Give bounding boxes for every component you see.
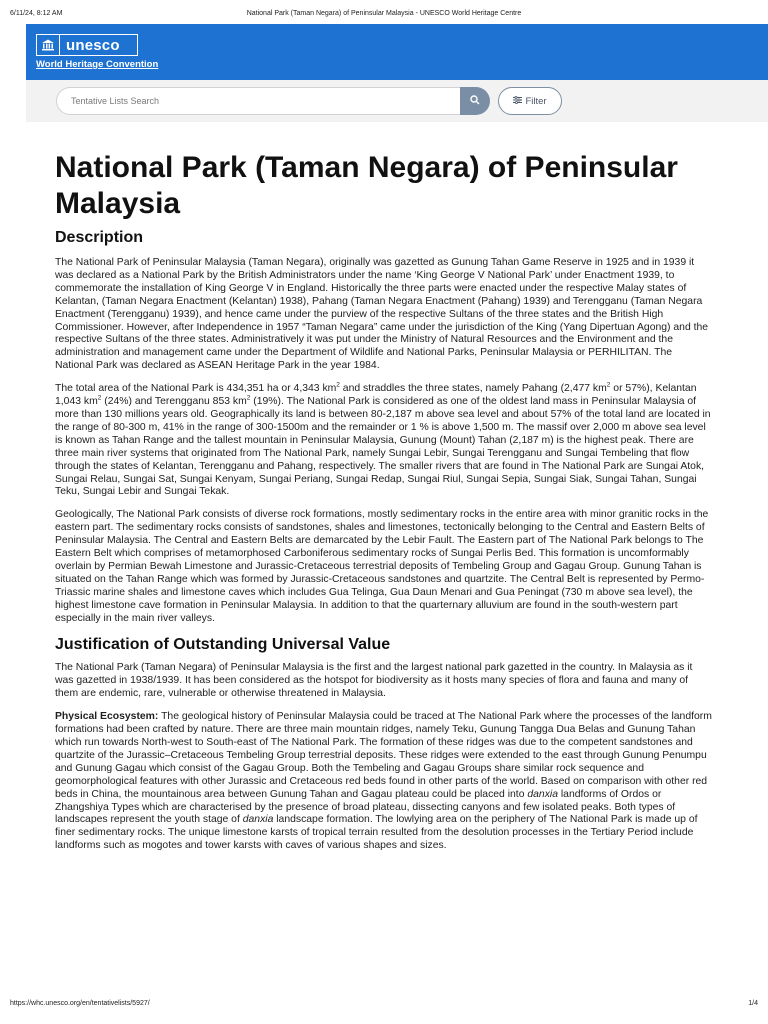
description-paragraph-2: The total area of the National Park is 434,351 ha or 4,343 $km^2$ and straddles the three states, namely Pahang (2,477 $km^2$ or 57%), Kelantan 1,043 $km^2$ (24%) and Terengganu 853 $km^2$ (19%). The National Park is considered as one of the oldest land mass in Peninsular Malaysia of more than 130 millions years old. Geographically its land is between 80-2,187 m above sea level and about 57% of the total land are located in the range of 80-300 m, 41% in the range of 300-1500m and the remainder or 1 % is above 1,500 m. The massif over 2,000 m above sea level is known as Tahan Range and the tallest mountain in Peninsular Malaysia, Gunung (Mount) Tahan (2,187 m) is the highest peak. There are three main river systems that originated from The National Park, namely Sungai Lebir, Sungai Terengganu and Sungai Tembeling that flow through the states of Kelantan, Terengganu and Pahang, respectively. The smaller rivers that are found in The National Park are Sungai Atok, Sungai Relau, Sungai Sat, Sungai Kenyam, Sungai Periang, Sungai Redap, Sungai Riul, Sungai Sepia, Sungai Siak, Sungai Tahan, Sungai Teku, Sungai Lebir and Sungai Tekak. — [55, 381, 711, 498]
unesco-banner — [26, 24, 768, 80]
description-paragraph-1: The National Park of Peninsular Malaysia (Taman Negara), originally was gazetted as Gunung Tahan Game Reserve in 1925 and in 1939 it was declared as a National Park by the British Administrators under the name ‘King George V National Park’ under Enactment 1939, to commemorate the installation of King George V in England. Historically the three parts were enacted under the respective Malay states of Kelantan, (Taman Negara Enactment (Kelantan) 1938), Pahang (Taman Negara Enactment (Pahang) 1939) and Terengganu (Taman Negara Enactment (Terengganu) 1939), and hence came under the purview of the respective Sultans of the three states and the British High Commissioner. However, after Independence in 1957 “Taman Negara” came under the jurisdiction of the King (Yang Dipertuan Agong) and the respective Sultans of the three states. Administratively it was put under the Ministry of Natural Resources and the Environment and the administration and management came under the Department of Wildlife and National Parks, Peninsular Malaysia or PERHILITAN. The National Park was declared as ASEAN Heritage Park in the year 1984. — [55, 257, 709, 372]
print-page-title: National Park (Taman Negara) of Peninsular Malaysia - UNESCO World Heritage Centre — [246, 10, 522, 17]
unesco-temple-icon — [37, 35, 60, 55]
filter-icon — [513, 96, 525, 107]
page-title: National Park (Taman Negara) of Peninsular Malaysia — [55, 151, 678, 220]
justification-paragraph-1: The National Park (Taman Negara) of Peninsular Malaysia is the first and the largest national park gazetted in the country. In Malaysia as it was gazetted in 1938/1939. It has been considered as the hotspot for biodiversity as it hosts many species of flora and fauna and many of them are endemic, rare, vulnerable or otherwise threatened in Malaysia. — [55, 662, 693, 700]
description-paragraph-3: Geologically, The National Park consists of diverse rock formations, mostly sedimentary rocks in the entire area with minor granitic rocks in the eastern part. The sedimentary rocks consists of sandstones, shales and limestones, tectonically belonging to the Central and Eastern Belts of Peninsular Malaysia. The Central and Eastern Belts are demarcated by the Lebir Fault. The Eastern part of The National Park belongs to The Eastern Belt which comprises of metamorphosed Carboniferous sedimentary rocks of Sungai Perlis Bed. This formation is uncomformably overlain by Permian Bewah Limestone and Jurassic-Cretaceous terrestrial deposits of Tembeling Group and Gagau Group. Gunung Tahan is situated on the Tahan Range which was formed by Jurassic-Cretaceous sandstones and quartzite. The Central Belt is represented by Permo-Triassic marine shales and limestone caves which includes Gua Telinga, Gua Daun Menari and Gua Peningat (730 m above sea level), the highest limestone cave formation in Peninsular Malaysia. In addition to that the quarternary alluvium are found in the south-western part especially in the main river valleys. — [55, 509, 709, 624]
unesco-wordmark: unesco — [66, 36, 120, 54]
search-input[interactable]: Tentative Lists Search — [56, 87, 460, 115]
search-bar — [26, 80, 768, 122]
main-content — [55, 150, 712, 853]
print-header — [10, 10, 758, 24]
justification-paragraph-2: Physical Ecosystem: The geological history of Peninsular Malaysia could be traced at The National Park where the processes of the landform formations had been crafted by nature. There are three main mountain ridges, namely Teku, Gunung Tangga Dua Belas and Gunung Tahan which run towards North-west to South-east of The National Park. The formation of these ridges was due to the competent sandstones and quartzite of the Jurassic–Cretaceous Tembeling Group terrestrial deposits. These ridges were extended to the east through Gunung Penumpu and Gunung Gagau which consist of the Gagau Group. Both the Tembeling and Gagau Groups share similar rock sequence and geomorphological features with other Jurassic and Cretaceous red beds found in other parts of the world. Based on comparison with other red beds in China, the mountainous area between Gunung Tahan and Gagau plateau could be placed into danxia landforms of Ordos or Zhangshiya Types which are characterised by the presence of broad plateau, dissecting canyons and few isolated peaks. Both types of landscapes represent the youth stage of danxia landscape formation. The lowlying area on the periphery of The National Park is made up of finer sedimentary rocks. The unique limestone karsts of tropical terrain resulted from the desolution processes in the Tertiary Period include landforms such as mogotes and tower karsts with caves of various shapes and sizes. — [55, 711, 712, 852]
print-footer — [10, 1000, 758, 1012]
print-datetime: 6/11/24, 8:12 AM — [10, 10, 63, 17]
physical-ecosystem-label: Physical Ecosystem: — [55, 711, 159, 723]
world-heritage-convention-link[interactable]: World Heritage Convention — [36, 59, 159, 70]
unesco-logo[interactable] — [36, 34, 138, 56]
description-heading: Description — [55, 229, 144, 246]
search-icon — [470, 92, 480, 110]
filter-label: Filter — [525, 95, 547, 107]
filter-button[interactable] — [498, 87, 562, 115]
page-number: 1/4 — [748, 1000, 758, 1007]
justification-heading: Justification of Outstanding Universal Value — [55, 636, 391, 654]
search-button[interactable] — [460, 87, 490, 115]
print-url: https://whc.unesco.org/en/tentativelists/5927/ — [10, 1000, 150, 1007]
